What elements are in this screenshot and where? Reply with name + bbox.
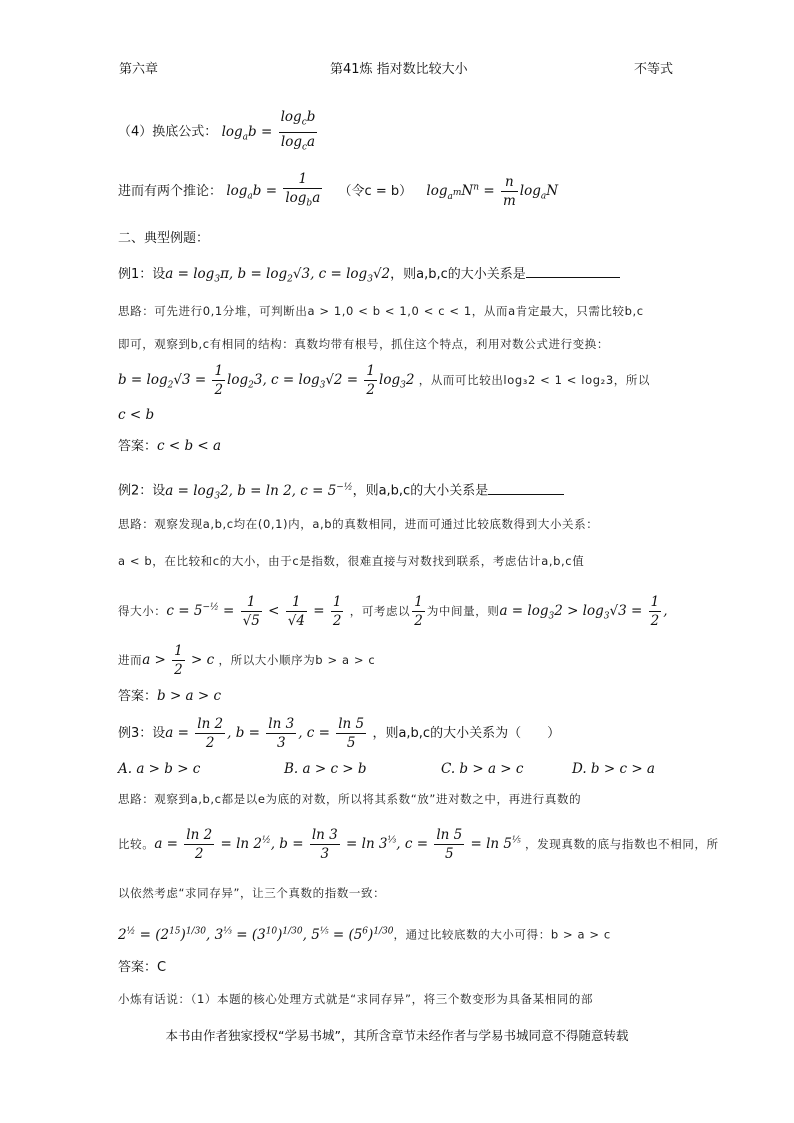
thought-mid: ，可考虑以: [349, 604, 411, 618]
example-3-remark: 小炼有话说：（1）本题的核心处理方式就是“求同存异”，将三个数变形为具备某相同的部: [118, 992, 594, 1006]
answer-value: b > a > c: [157, 688, 222, 704]
example-2-answer: [118, 686, 678, 707]
example-2-thought-4: [118, 642, 678, 679]
fraction: $\frac{\ln 3}{3}$: [311, 827, 338, 862]
inference-line: [118, 170, 678, 213]
fraction: $\frac{1}{√5}$: [242, 594, 260, 629]
answer-label: 答案：: [118, 689, 158, 704]
answer-blank: [526, 277, 620, 278]
example-3-thought-1: 思路：观察到a,b,c都是以e为底的对数，所以将其系数“放”进对数之中，再进行真数的: [118, 792, 582, 806]
transform-math: $b = \log_2√3$ = $\frac{1}{2}$ $\log_23$, $c = \log_3√2$ = $\frac{1}{2}$ $\log_32$: [118, 363, 419, 398]
inference-label: 进而有两个推论：: [118, 183, 223, 199]
header-topic: 不等式: [634, 62, 674, 77]
question-suffix: ，则a,b,c的大小关系为（ ）: [372, 726, 561, 741]
option-c: C. b > a > c: [441, 761, 524, 777]
fraction: $\frac{\ln 2}{2}$: [197, 716, 224, 751]
fraction: $\frac{\ln 3}{3}$: [268, 716, 295, 751]
copyright-footer: 本书由作者独家授权“学易书城”，其所含章节未经作者与学易书城同意不得随意转载: [165, 1028, 629, 1043]
thought-tail: ，所以大小顺序为b > a > c: [218, 653, 376, 667]
fraction: $\frac{1}{2}$: [414, 594, 423, 629]
example-2-question: [118, 477, 678, 506]
fraction: $\frac{n}{m}$: [502, 173, 516, 209]
option-d: D. b > c > a: [572, 761, 655, 777]
example-3-thought-3: 以依然考虑“求同存异”，让三个真数的指数一致：: [118, 886, 386, 900]
question-prefix: 设: [152, 267, 166, 282]
fraction: $\frac{1}{2}$: [214, 363, 224, 398]
thought-head: 比较。: [118, 837, 155, 851]
inference-note: （令c = b）: [338, 183, 413, 199]
example-2-thought-1: 思路：观察发现a,b,c均在(0,1)内，a,b的真数相同，进而可通过比较底数得到大小关系：: [118, 517, 599, 531]
answer-value: C: [157, 960, 167, 975]
answer-blank: [488, 494, 564, 495]
estimate-math: $c = 5^{-\frac{1}{2}}$ = $\frac{1}{√5}$ < $\frac{1}{√4}$ = $\frac{1}{2}$: [166, 594, 342, 629]
example-3-thought-2: [118, 826, 719, 863]
question-suffix: ，则a,b,c的大小关系是: [390, 267, 526, 282]
fraction: $\frac{1}{2}$: [174, 643, 183, 678]
example-1-thought-3: [118, 362, 678, 399]
example-label: 例3：: [118, 726, 153, 741]
example-3-thought-4: [118, 921, 678, 945]
option-b: B. a > c > b: [284, 761, 367, 777]
question-prefix: 设: [152, 726, 166, 741]
header-lesson-title: 第41炼 指对数比较大小: [330, 62, 468, 77]
thought-mid-2: 为中间量，则: [426, 604, 500, 618]
thought-head: 进而: [118, 653, 143, 667]
example-1-thought-4: c < b: [118, 407, 155, 423]
example-label: 例2：: [118, 483, 153, 499]
fraction: $\frac{1}{2}$: [366, 363, 376, 398]
fraction: $\frac{1}{2}$: [332, 594, 342, 629]
unify-exponents-math: $2^{\frac{1}{2}} = (2^{15})^{1/30}$, $3^{\frac{1}{3}} = (3^{10})^{1/30}$, $5^{\frac{1}{5}} = (5^6)^{1/30}$: [118, 926, 394, 943]
example-3-options: [118, 759, 678, 779]
example-1-thought-2: 即可，观察到b,c有相同的结构：真数均带有根号，抓住这个特点，利用对数公式进行变换：: [118, 337, 609, 351]
example-1-thought-1: 思路：可先进行0,1分堆，可判断出a > 1,0 < b < 1,0 < c < 1，从而a肯定最大，只需比较b,c: [118, 304, 644, 318]
example-3-question: [118, 715, 678, 752]
question-math: $a = \log_3\pi$, $b = \log_2√3$, $c = \log_3√2$: [165, 266, 391, 285]
compare-math: $a = \log_32 > \log_3√3$ = $\frac{1}{2}$ ,: [499, 594, 668, 629]
fraction: $\frac{1}{√4}$: [287, 594, 305, 629]
fraction: $\frac{\ln 5}{5}$: [436, 827, 463, 862]
inference-formula-2: $\log_{a^m}N^n$ = $\frac{n}{m}$ $\log_aN$: [426, 173, 559, 209]
question-prefix: 设: [152, 483, 166, 499]
thought-tail: ，发现真数的底与指数也不相同，所: [525, 837, 719, 851]
section-title: 二、典型例题：: [118, 231, 210, 246]
inference-formula-1: $\log_ab$ = $\frac{1}{\log_ba}$: [226, 183, 328, 199]
header-chapter: 第六章: [119, 62, 159, 77]
question-math: a = $\frac{\ln 2}{2}$ , b = $\frac{\ln 3}{3}$ , c = $\frac{\ln 5}{5}$: [165, 716, 365, 751]
thought-tail: ，通过比较底数的大小可得：b > a > c: [393, 927, 611, 942]
example-1-answer: [118, 436, 678, 457]
example-label: 例1：: [118, 267, 153, 282]
compare-math: a > $\frac{1}{2}$ > c: [142, 643, 219, 678]
thought-head: 得大小：: [118, 604, 167, 618]
formula-label: （4）换底公式：: [118, 124, 218, 140]
fraction: $\frac{1}{\log_ba}$: [285, 171, 321, 209]
fraction: $\frac{\ln 5}{5}$: [338, 716, 365, 751]
answer-label: 答案：: [118, 439, 158, 454]
fraction: $\frac{\log_cb}{\log_ca}$: [280, 109, 316, 153]
transform-math: a = $\frac{\ln 2}{2}$ = $\ln 2^{\frac{1}{2}}$, b = $\frac{\ln 3}{3}$ = $\ln 3^{\frac{1}{3}}$, c = $\frac{\ln 5}{5}$ = $\ln 5^{\frac{1}{5}}$: [154, 827, 521, 862]
option-a: A. a > b > c: [118, 761, 201, 777]
question-suffix: ，则a,b,c的大小关系是: [352, 483, 489, 499]
thought-tail: ，从而可比较出log₃2 < 1 < log₂3，所以: [418, 373, 651, 387]
example-3-answer: [118, 957, 678, 978]
question-math: $a = \log_32$, b = ln 2, $c = 5^{-\frac{1}{2}}$: [165, 482, 353, 502]
fraction: $\frac{\ln 2}{2}$: [186, 827, 213, 862]
example-2-thought-2: a < b，在比较和c的大小，由于c是指数，很难直接与对数找到联系，考虑估计a,b,c值: [118, 554, 585, 568]
fraction: $\frac{1}{2}$: [650, 594, 660, 629]
answer-label: 答案：: [118, 960, 158, 975]
answer-value: c < b < a: [157, 438, 222, 454]
change-of-base-formula: [118, 108, 678, 156]
example-2-thought-3: [118, 593, 678, 630]
formula-math: $\log_ab$ = $\frac{\log_cb}{\log_ca}$: [222, 124, 320, 140]
example-1-question: [118, 264, 678, 290]
